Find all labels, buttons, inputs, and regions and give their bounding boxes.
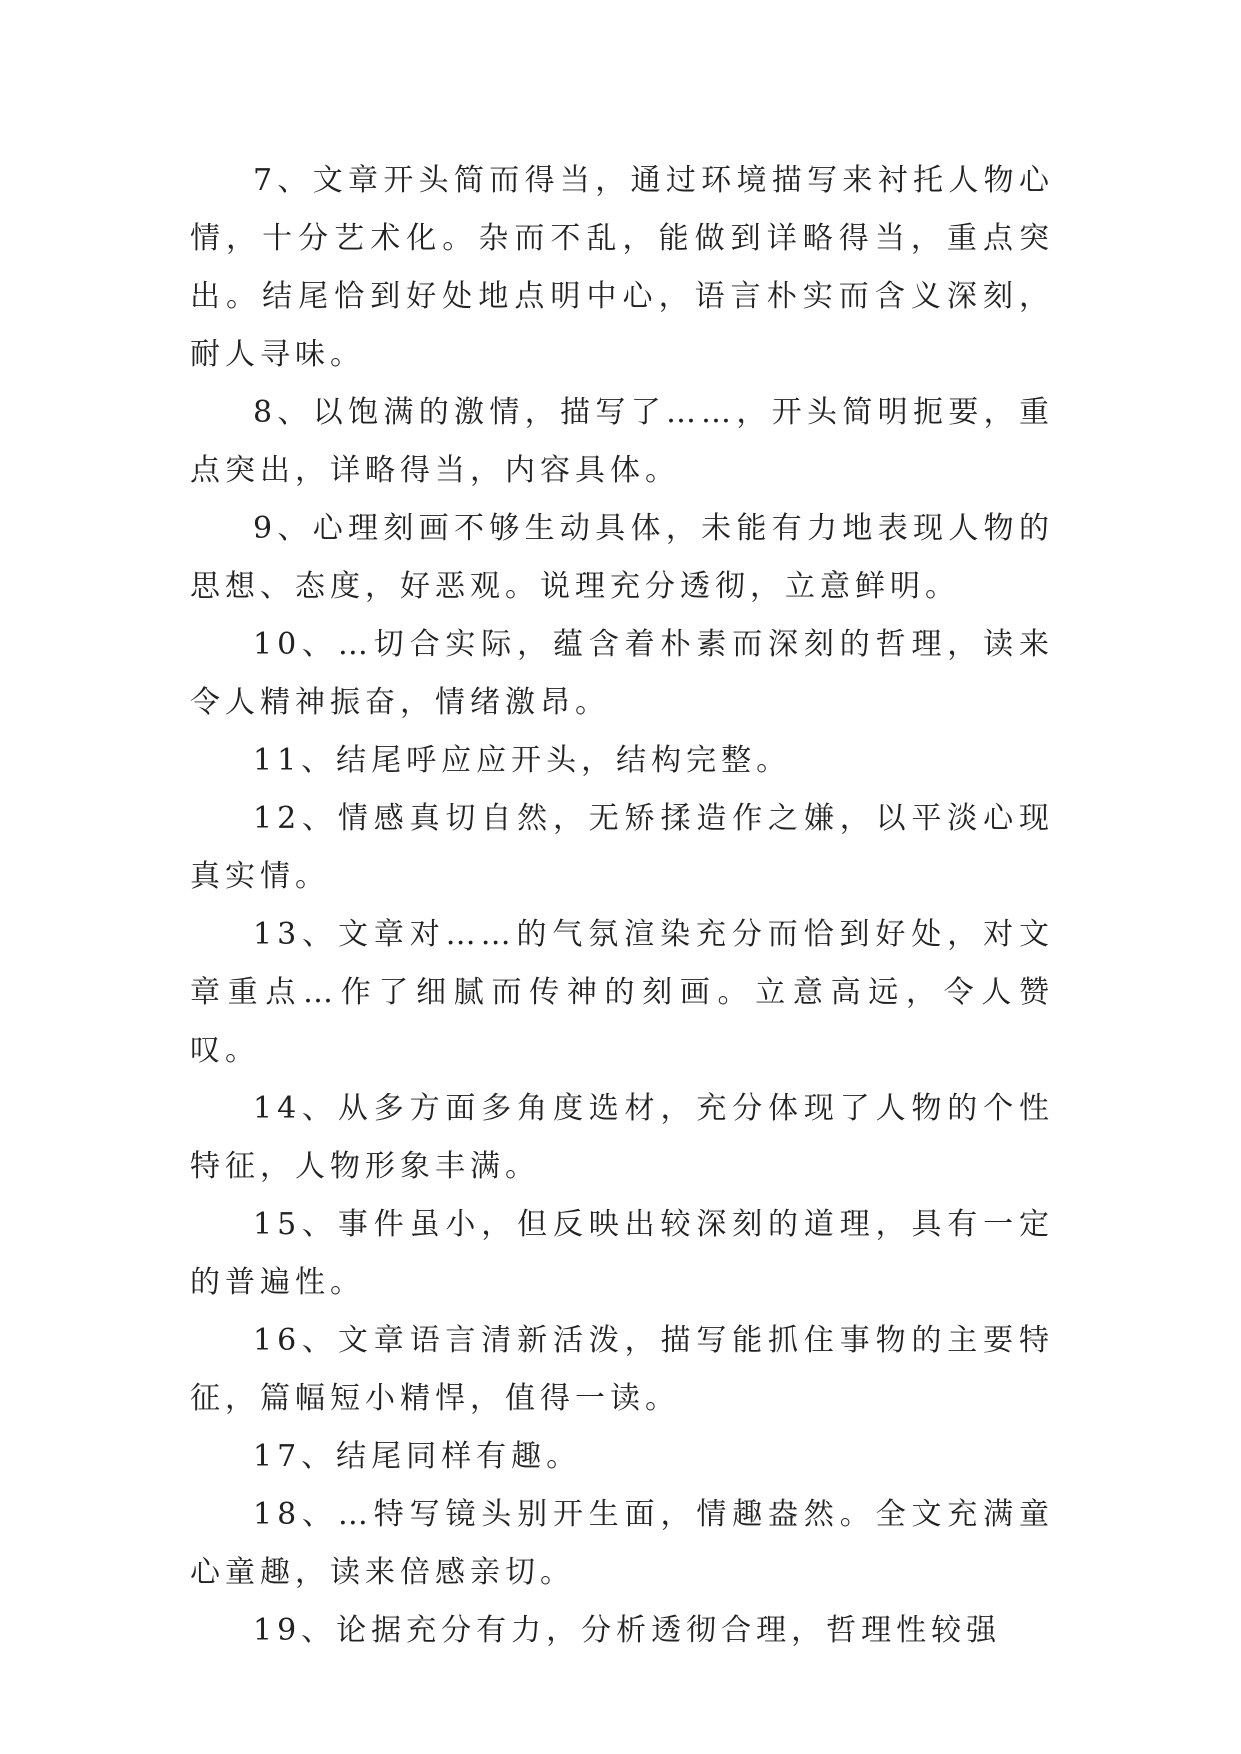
paragraph-12: 12、情感真切自然，无矫揉造作之嫌，以平淡心现真实情。 [190,801,1054,894]
paragraph-13: 13、文章对……的气氛渲染充分而恰到好处，对文章重点…作了细腻而传神的刻画。立意高远，令人赞叹。 [190,917,1054,1068]
paragraph-8: 8、以饱满的激情，描写了……，开头简明扼要，重点突出，详略得当，内容具体。 [190,395,1054,488]
paragraph-19: 19、论据充分有力，分析透彻合理，哲理性较强 [253,1613,1002,1648]
paragraph-15: 15、事件虽小，但反映出较深刻的道理，具有一定的普遍性。 [190,1207,1054,1300]
paragraph-14: 14、从多方面多角度选材，充分体现了人物的个性特征，人物形象丰满。 [190,1091,1054,1184]
paragraph-7: 7、文章开头简而得当，通过环境描写来衬托人物心情，十分艺术化。杂而不乱，能做到详略得当，重点突出。结尾恰到好处地点明中心，语言朴实而含义深刻，耐人寻味。 [190,163,1054,372]
paragraph-18: 18、…特写镜头别开生面，情趣盎然。全文充满童心童趣，读来倍感亲切。 [190,1497,1054,1590]
paragraph-11: 11、结尾呼应应开头，结构完整。 [253,743,792,778]
paragraph-10: 10、…切合实际，蕴含着朴素而深刻的哲理，读来令人精神振奋，情绪激昂。 [190,627,1054,720]
paragraph-16: 16、文章语言清新活泼，描写能抓住事物的主要特征，篇幅短小精悍，值得一读。 [190,1323,1054,1416]
paragraph-9: 9、心理刻画不够生动具体，未能有力地表现人物的思想、态度，好恶观。说理充分透彻，立意鲜明。 [190,511,1054,604]
paragraph-17: 17、结尾同样有趣。 [253,1439,582,1474]
document-body [190,152,1054,1660]
